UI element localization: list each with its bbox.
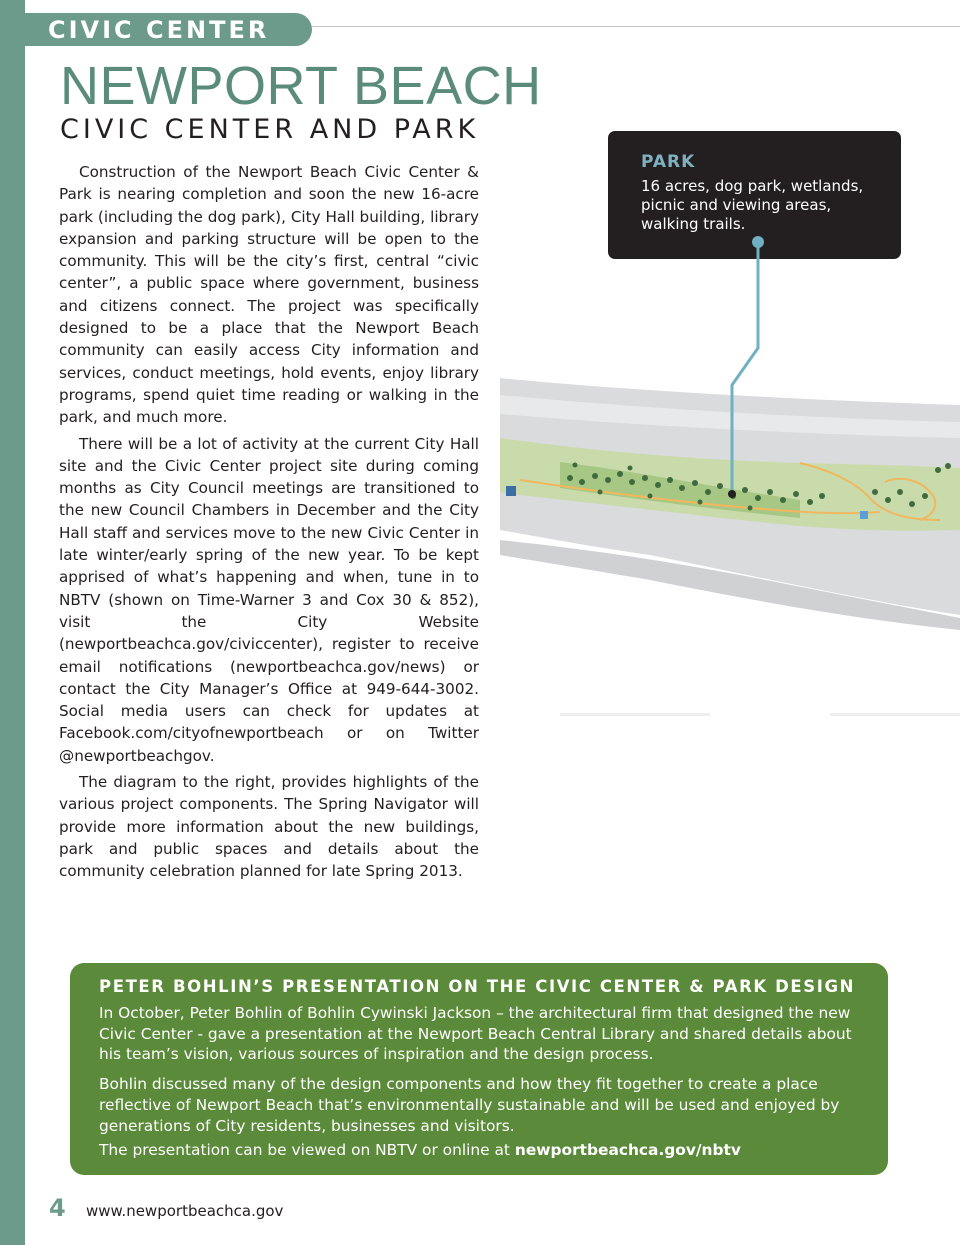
leader-dot-bottom [728,490,736,498]
map-dash-line-2 [830,713,960,716]
left-color-strip [0,0,25,1245]
map-marker-blue [506,486,516,496]
article-paragraph-2: There will be a lot of activity at the current City Hall site and the Civic Center project site during coming months as City Council meetings are transitioned to the new Council Chambers in December and the City Hall staff and services move to the new Civic Center in late winter/early spring of the new year. To be kept apprised of what’s happening and when, tune in to NBTV (shown on Time-Warner 3 and Cox 30 & 852), visit the City Website (newportbeachca.gov/civiccenter), register to receive email notifications (newportbeachca.gov/news) or contact the City Manager’s Office at 949-644-3002. Social media users can check for updates at Facebook.com/cityofnewportbeach or on Twitter @newportbeachgov. [59,434,479,765]
park-site-map [500,230,960,730]
map-dash-line [560,713,710,716]
bohlin-paragraph-1: In October, Peter Bohlin of Bohlin Cywinski Jackson – the architectural firm that designed the new Civic Center - gave a presentation at the Newport Beach Central Library and shared details about his team’s vision, various sources of inspiration and the design process. [99,1004,852,1064]
map-fade [500,630,960,720]
page-number: 4 [49,1194,66,1222]
article-body [59,161,479,887]
footer-website-link[interactable]: www.newportbeachca.gov [86,1202,284,1220]
bohlin-presentation-box [70,963,888,1175]
park-callout-text: 16 acres, dog park, wetlands, picnic and viewing areas, walking trails. [641,177,864,233]
bohlin-link-prefix: The presentation can be viewed on NBTV or online at [99,1141,515,1160]
bohlin-box-title: PETER BOHLIN’S PRESENTATION ON THE CIVIC CENTER & PARK DESIGN [99,977,856,996]
leader-dot-top [752,236,764,248]
page-title: NEWPORT BEACH [60,56,542,116]
map-marker-blue-2 [860,511,868,519]
section-tab-label: CIVIC CENTER [48,16,270,44]
top-rule [312,26,960,27]
article-paragraph-1: Construction of the Newport Beach Civic Center & Park is nearing completion and soon the new 16-acre park (including the dog park), City Hall building, library expansion and parking structure will be open to the community. This will be the city’s first, central “civic center”, a public space where government, business and citizens connect. The project was specifically designed to be a place that the Newport Beach community can easily access City information and services, conduct meetings, hold events, enjoy library programs, spend quiet time reading or walking in the park, and much more. [59,163,479,427]
bohlin-paragraph-3 [99,1140,866,1161]
bohlin-paragraph-2: Bohlin discussed many of the design components and how they fit together to create a place reflective of Newport Beach that’s environmentally sustainable and will be used and enjoyed by generations of City residents, businesses and visitors. [99,1075,840,1135]
article-paragraph-3: The diagram to the right, provides highlights of the various project components. The Spring Navigator will provide more information about the new buildings, park and public spaces and details about the community celebration planned for late Spring 2013. [59,773,479,881]
page-subtitle: CIVIC CENTER AND PARK [60,114,480,145]
nbtv-link[interactable]: newportbeachca.gov/nbtv [514,1141,741,1160]
park-callout-title: PARK [641,152,696,172]
